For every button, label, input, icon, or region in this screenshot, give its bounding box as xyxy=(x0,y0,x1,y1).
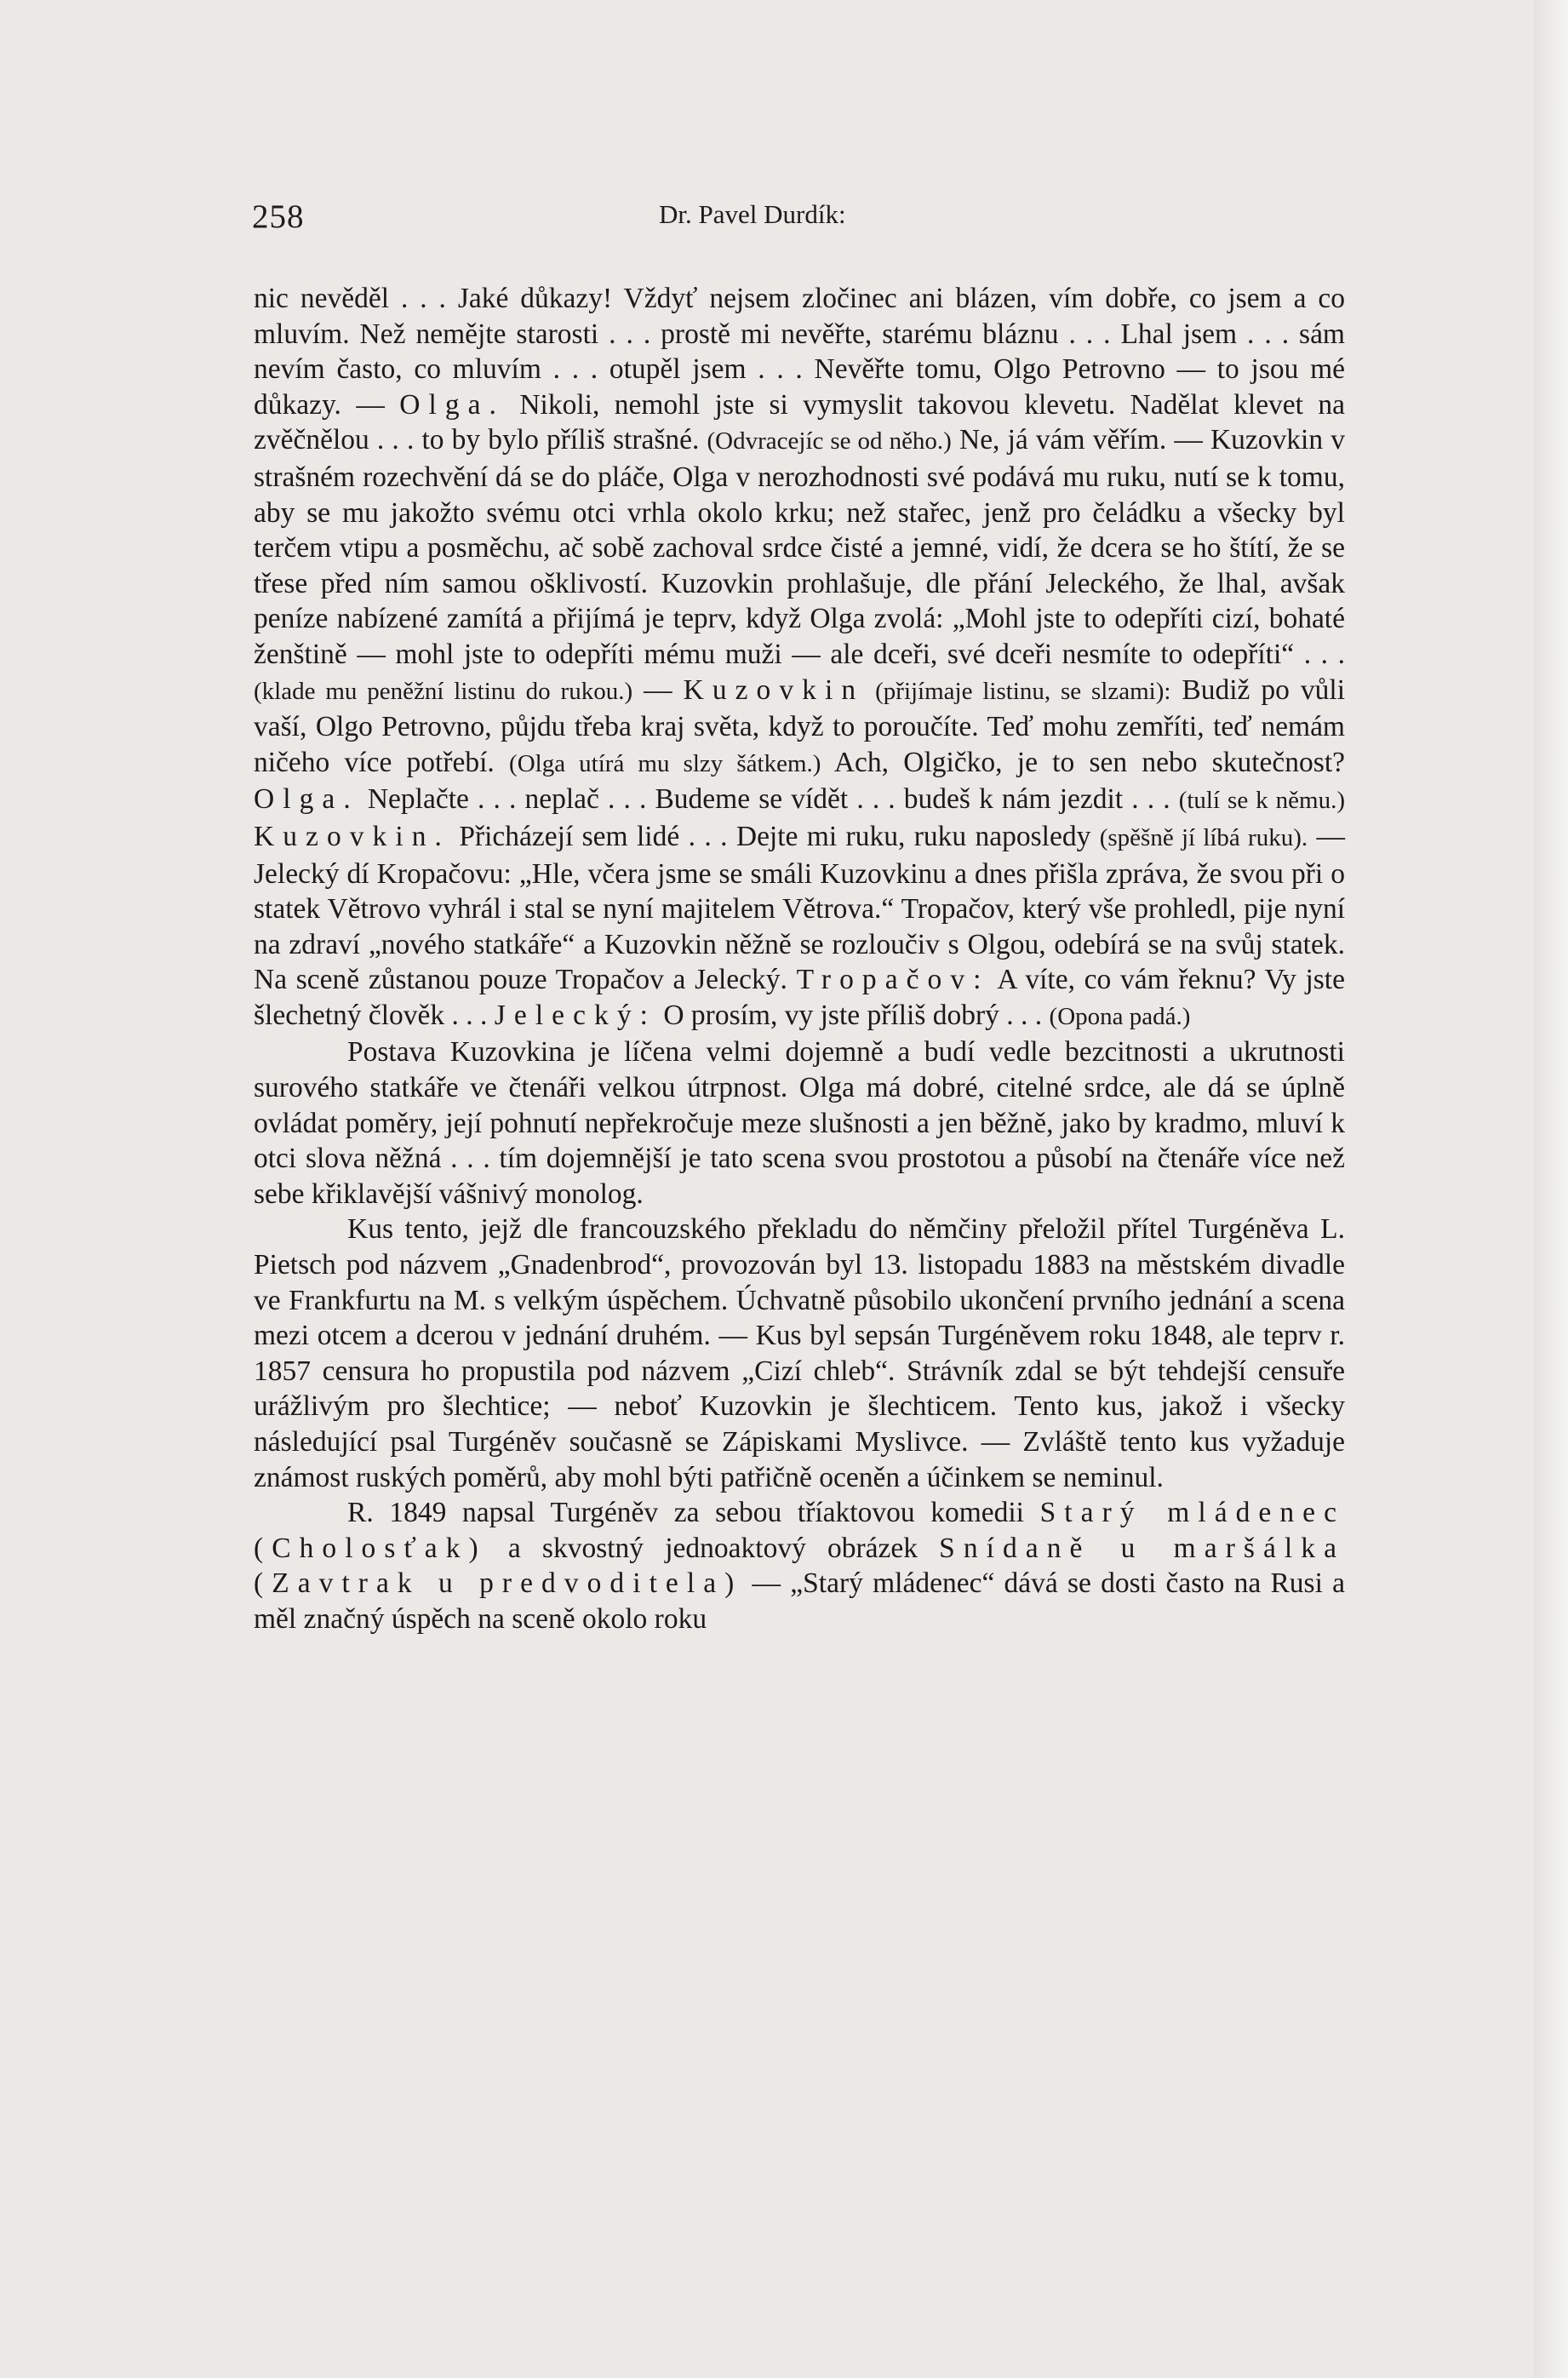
spaced-text: Tropačov: xyxy=(796,964,990,996)
spaced-text: Kuzovkin xyxy=(683,673,865,706)
text-run: A víte, co vám řeknu? Vy jste šlechetný člověk . . . xyxy=(254,964,1345,1031)
text-run: Budiž po vůli vaší, Olgo Petrovno, půjdu třeba kraj světa, když to poroučíte. Teď mohu zemříti, teď nemám ničeho více potřebí. xyxy=(254,673,1346,778)
spaced-text: Kuzovkin. xyxy=(254,820,450,852)
text-run: a skvostný jednoaktový obrázek xyxy=(486,1532,940,1564)
stage-direction: (Opona padá.) xyxy=(1049,1002,1191,1030)
spaced-text: Olga. xyxy=(254,783,359,816)
stage-direction: (tulí se k němu.) xyxy=(1178,787,1346,815)
stage-direction: (Olga utírá mu slzy šátkem.) xyxy=(509,749,821,777)
paragraph xyxy=(254,1034,1345,1212)
page-number: 258 xyxy=(252,198,305,235)
text-run: O prosím, vy jste příliš dobrý . . . xyxy=(655,999,1050,1031)
text-run: Ne, já vám věřím. — Kuzovkin v strašném rozechvění dá se do pláče, Olga v nerozhodnosti své podává mu ruku, nutí se k tomu, aby se mu jakožto svému otci vrhla okolo krku; než stařec, jenž pro čeládku a všecky byl terčem vtipu a posměchu, ač sobě zachoval srdce čisté a jemné, vidí, že dcera se ho štítí, že se třese před ním samou ošklivostí. Kuzovkin prohlašuje, dle přání Jeleckého, že lhal, avšak peníze nabízené zamítá a přijímá je teprv, když Olga zvolá: „Mohl jste to odepříti cizí, bohaté ženštině — mohl jste to odepříti mému muži — ale dceři, své dceři nesmíte to odepříti“ . . . xyxy=(254,424,1345,670)
page-edge-shadow xyxy=(1534,0,1568,2378)
text-run: Neplačte . . . neplač . . . Budeme se vídět . . . budeš k nám jezdit . . . xyxy=(358,783,1179,816)
spaced-text: Snídaně u maršálka (Zavtrak u predvoditela) xyxy=(254,1532,1345,1600)
body-text xyxy=(254,281,1345,1637)
stage-direction: (klade mu peněžní listinu do rukou.) xyxy=(254,677,633,705)
text-run: — Jelecký dí Kropačovu: „Hle, včera jsme se smáli Kuzovkinu a dnes přišla zpráva, že svou při o statek Větrovo vyhrál i stal se nyní majitelem Větrova.“ Tropačov, který vše prohledl, pije nyní na zdraví „nového statkáře“ a Kuzovkin něžně se rozloučiv s Olgou, odebírá se na svůj statek. Na sceně zůstanou pouze Tropačov a Jelecký. xyxy=(254,820,1346,996)
text-run: — „Starý mládenec“ dává se dosti často na Rusi a měl značný úspěch na sceně okolo roku xyxy=(254,1567,1345,1635)
text-run xyxy=(864,674,875,706)
text-run: Kus tento, jejž dle francouzského překladu do němčiny přeložil přítel Turgéněva L. Pietsch pod názvem „Gnadenbrod“, provozován byl 13. listopadu 1883 na městském divadle ve Frankfurtu na M. s velkým úspěchem. Úchvatně působilo ukončení prvního jednání a scena mezi otcem a dcerou v jednání druhém. — Kus byl sepsán Turgéněvem roku 1848, ale teprv r. 1857 censura ho propustila pod názvem „Cizí chleb“. Strávník zdal se být tehdejší censuře urážlivým pro šlechtice; — neboť Kuzovkin je šlechticem. Tento kus, jakož i všecky následující psal Turgéněv současně se Zápiskami Myslivce. — Zvláště tento kus vyžaduje známost ruských poměrů, aby mohl býti patřičně oceněn a účinkem se neminul. xyxy=(254,1213,1345,1493)
stage-direction: (přijímaje listinu, se slzami): xyxy=(875,677,1171,705)
stage-direction: (Odvracejíc se od něho.) xyxy=(707,427,952,456)
spaced-text: Olga. xyxy=(399,388,505,421)
stage-direction: (spěšně jí líbá ruku). xyxy=(1099,823,1308,851)
paragraph xyxy=(254,281,1345,1034)
running-title: Dr. Pavel Durdík: xyxy=(659,199,846,229)
text-run: nic nevěděl . . . Jaké důkazy! Vždyť nejsem zločinec ani blázen, vím dobře, co jsem a co mluvím. Než nemějte starosti . . . prostě mi nevěřte, starému bláznu . . . Lhal jsem . . . sám nevím často, co mluvím . . . otupěl jsem . . . Nevěřte tomu, Olgo Petrovno — to jsou mé důkazy. — xyxy=(254,283,1345,421)
text-run: — xyxy=(632,673,684,706)
paragraph xyxy=(254,1212,1345,1495)
running-head xyxy=(252,198,1359,240)
text-run: R. 1849 napsal Turgéněv za sebou tříaktovou komedii xyxy=(347,1497,1040,1529)
spaced-text: Starý mládenec (Cholosťak) xyxy=(254,1497,1345,1564)
spaced-text: Jelecký: xyxy=(494,999,656,1031)
text-run: Přicházejí sem lidé . . . Dejte mi ruku, ruku naposledy xyxy=(449,820,1100,852)
text-run: Nikoli, nemohl jste si vymyslit takovou klevetu. Nadělat klevet na zvěčnělou . . . to by bylo příliš strašné. xyxy=(254,388,1345,456)
paragraph xyxy=(254,1495,1345,1636)
text-run: Ach, Olgičko, je to sen nebo skutečnost? xyxy=(821,746,1345,778)
text-run: Postava Kuzovkina je líčena velmi dojemně a budí vedle bezcitnosti a ukrutnosti surového statkáře ve čtenáři velkou útrpnost. Olga má dobré, citelné srdce, ale dá se úplně ovládat poměry, její pohnutí nepřekročuje meze slušnosti a jen běžně, jako by kradmo, mluví k otci slova něžná . . . tím dojemnější je tato scena svou prostotou a působí na čtenáře více než sebe křiklavější vášnivý monolog. xyxy=(254,1036,1345,1210)
